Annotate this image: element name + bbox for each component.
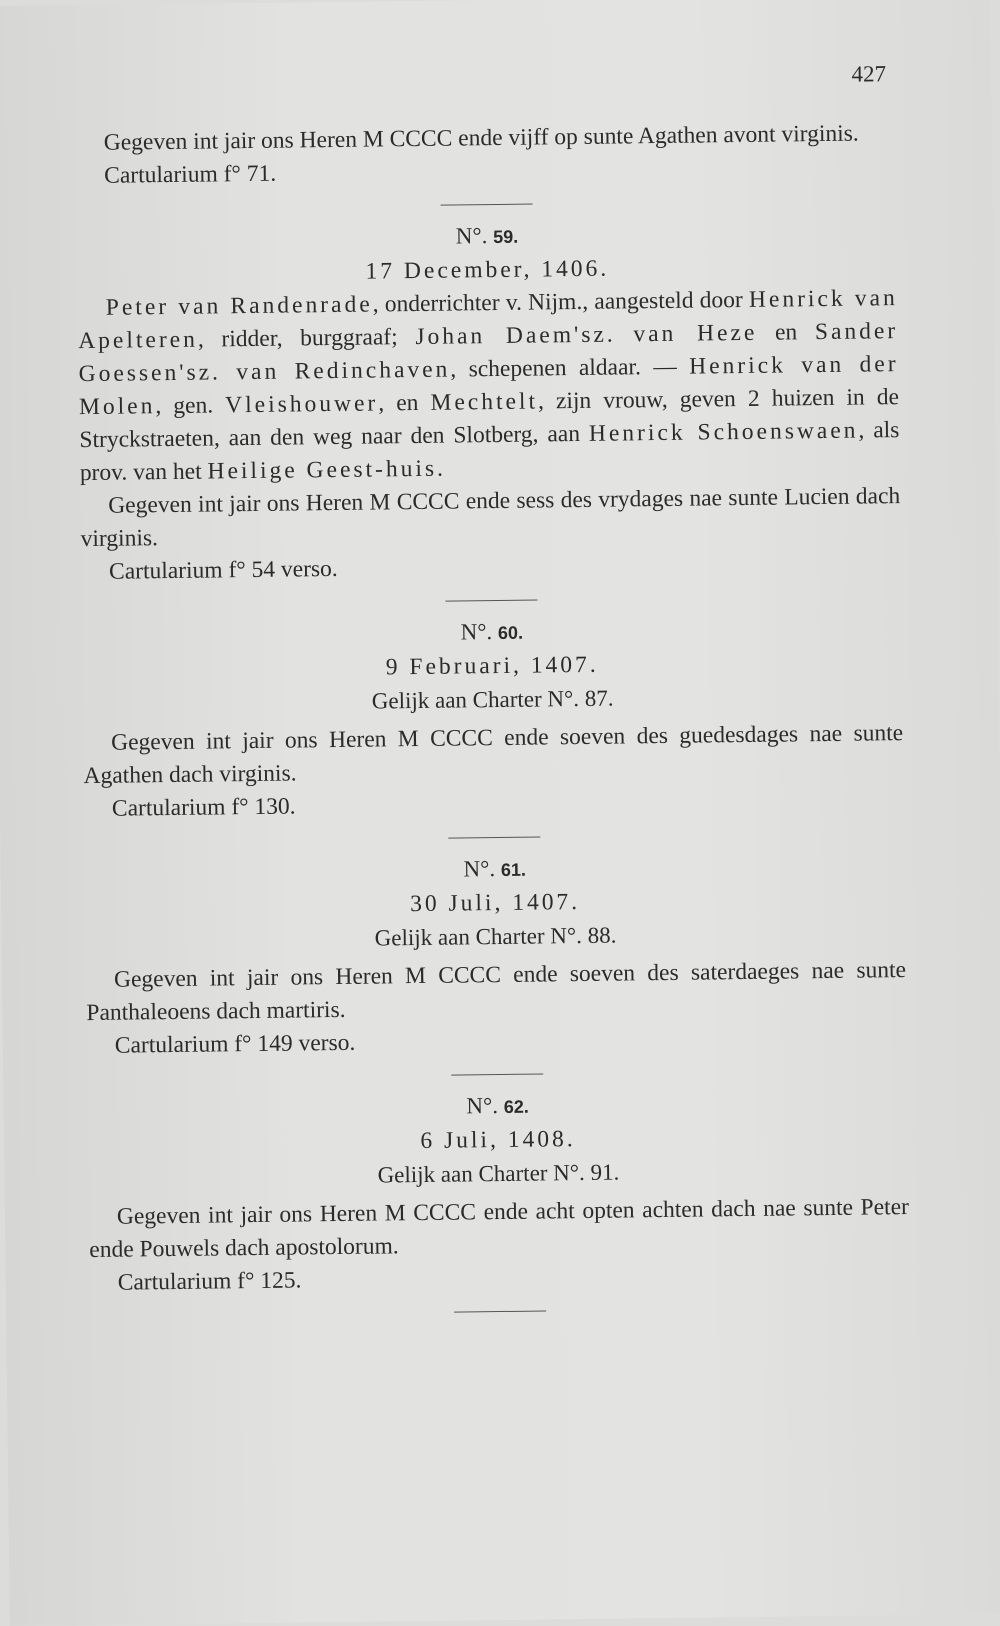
entry-60-given-text: Gegeven int jair ons Heren M CCCC ende soeven des guedesdages nae sunte Agathen dach virginis.	[83, 720, 904, 790]
summary-text: , schepenen aldaar. —	[450, 353, 690, 383]
spaced-name: Peter van Randenrade	[105, 291, 373, 321]
spaced-name: Sander Goessen'sz. van Redinchaven	[78, 318, 899, 388]
entry-59-summary	[78, 282, 900, 490]
entry-61-given-text: Gegeven int jair ons Heren M CCCC ende soeven des saterdaeges nae sunte Panthaleoens dach martiris.	[86, 957, 907, 1027]
entry-61-date: 30 Juli, 1407.	[409, 889, 581, 918]
spaced-name: Heilige Geest-huis	[207, 455, 438, 485]
entry-59-date: 17 December, 1406.	[365, 255, 610, 285]
summary-text: , als prov. van het	[79, 417, 900, 487]
spaced-name: van Heze	[633, 319, 758, 348]
entry-59-number: N°. 59.	[455, 223, 519, 249]
summary-text	[616, 321, 634, 347]
entry-62-date: 6 Juli, 1408.	[420, 1126, 576, 1154]
entry-60-equal-note: Gelijk aan Charter N°. 87.	[371, 685, 614, 714]
spaced-name: Henrick van der Molen	[78, 351, 899, 421]
spaced-name: Johan Daem'sz.	[415, 321, 616, 350]
entry-62-given-text: Gegeven int jair ons Heren M CCCC ende acht opten achten dach nae sunte Peter ende Pouwels dach apostolorum.	[89, 1194, 910, 1264]
entry-60-date: 9 Februari, 1407.	[385, 651, 599, 681]
entry-62-equal-note: Gelijk aan Charter N°. 91.	[377, 1159, 620, 1188]
summary-text: , onderrichter v. Nijm., aangesteld door	[372, 286, 750, 318]
summary-text: , zijn vrouw, geven 2 huizen in de Stryckstraeten, aan den weg naar den Slotberg, aan	[79, 384, 900, 454]
spaced-name: Henrick Schoenswaen	[588, 417, 859, 447]
entry-60-number: N°. 60.	[460, 619, 524, 645]
page-body	[76, 117, 911, 1331]
entry-59-source: Cartularium f° 54 verso.	[108, 555, 338, 585]
summary-text: , ridder, burggraaf;	[197, 323, 416, 353]
spaced-name: Henrick van Apelteren	[78, 285, 898, 355]
intro-given-text: Gegeven int jair ons Heren M CCCC ende vijff op sunte Agathen avont virginis.	[103, 120, 859, 156]
summary-text: , gen.	[155, 392, 226, 420]
summary-text: , en	[378, 389, 431, 417]
page-number: 427	[851, 61, 887, 87]
spaced-name: Mechtelt	[430, 388, 539, 416]
section-divider	[445, 600, 537, 602]
summary-text: en	[757, 319, 816, 346]
entry-62-source: Cartularium f° 125.	[117, 1267, 302, 1296]
section-divider	[441, 204, 533, 206]
section-divider	[454, 1310, 546, 1312]
entry-62-number: N°. 62.	[466, 1093, 529, 1119]
summary-text: .	[436, 455, 444, 482]
section-divider	[451, 1073, 543, 1075]
entry-61-number: N°. 61.	[463, 856, 527, 882]
entry-61-equal-note: Gelijk aan Charter N°. 88.	[374, 922, 617, 951]
entry-60-source: Cartularium f° 130.	[111, 793, 296, 822]
section-divider	[448, 837, 540, 839]
entry-61-source: Cartularium f° 149 verso.	[114, 1029, 356, 1059]
intro-source: Cartularium f° 71.	[104, 160, 277, 189]
spaced-name: Vleishouwer	[225, 390, 379, 419]
entry-59-given-text: Gegeven int jair ons Heren M CCCC ende sess des vrydages nae sunte Lucien dach virginis.	[80, 483, 901, 553]
